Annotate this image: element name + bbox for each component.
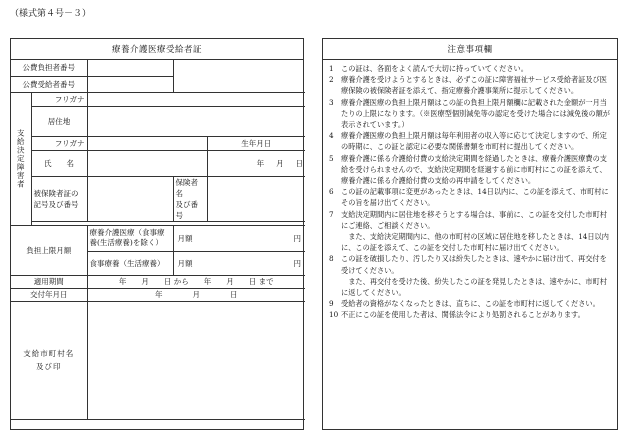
note-item	[329, 186, 611, 208]
note-continuation: また、支給決定期間内に、他の市町村の区域に居住地を移したときは、14日以内に、この証を添えて、この証を交付した市町村に届け出てください。	[341, 232, 609, 253]
note-number: 7	[329, 209, 334, 219]
limit-row2-label: 食事療養（生活療養）	[87, 251, 173, 275]
note-item	[329, 63, 611, 74]
insured-card-field[interactable]	[87, 176, 173, 221]
limit-row1-month-label: 月額	[177, 233, 193, 243]
note-text: 不正にこの証を使用した者は、関係法令により処罰されることがあります。	[341, 310, 585, 320]
issue-date-field[interactable]: 年 月 日	[87, 288, 305, 301]
note-number: 9	[329, 299, 334, 309]
form-number: （様式第４号－３）	[10, 9, 92, 19]
note-text: 受給者の資格がなくなったときは、直ちに、この証を市町村に返してください。	[341, 299, 600, 309]
note-number: 8	[329, 254, 334, 264]
limit-row2-month-label: 月額	[177, 258, 193, 268]
birthdate-field[interactable]	[207, 150, 305, 176]
furigana-label: フリガナ	[31, 92, 87, 106]
note-text: 療養介護を受けようとするときは、必ずこの証に障害福祉サービス受給者証及び医療保険の被保険者証を添えて、指定療養介護事業所に提示してください。	[341, 75, 607, 96]
notes-panel	[322, 38, 618, 430]
furigana2-field[interactable]	[87, 136, 207, 150]
notes-list	[323, 60, 617, 321]
note-item	[329, 298, 611, 309]
address-field[interactable]	[87, 106, 305, 136]
note-item	[329, 153, 611, 187]
certificate-panel	[10, 38, 304, 430]
birth-year-unit: 年	[256, 158, 265, 168]
note-text: 療養介護医療の負担上限月額はこの証の負担上限月額欄に記載された金額が一月当たりの上限になります。（※医療型個別減免等の認定を受けた場合には減免後の額が表示されています。）	[341, 97, 610, 130]
limit-row1-label: 療養介護医療（食事療養(生活療養)を除く）	[87, 225, 173, 251]
note-number: 10	[329, 310, 339, 320]
furigana-field[interactable]	[87, 92, 305, 106]
limit-row1-yen: 円	[293, 233, 301, 243]
limit-row2-yen: 円	[293, 258, 301, 268]
recipient-group-label: 支給決定障害者	[11, 92, 31, 225]
note-item	[329, 253, 611, 275]
municipality-field[interactable]	[87, 301, 305, 419]
note-continuation: また、再交付を受けた後、紛失したこの証を発見したときは、速やかに、市町村に返してください。	[341, 276, 607, 298]
note-number: 6	[329, 187, 334, 197]
note-text: この証を破損したり、汚したり又は紛失したときは、速やかに届け出て、再交付を受けてください。	[341, 254, 607, 275]
note-text: この証は、各面をよく読んで大切に持っていてください。	[341, 64, 528, 73]
limit-row1-field[interactable]	[173, 225, 305, 251]
notes-title: 注意事項欄	[323, 39, 617, 60]
public-payer-no-label: 公費負担者番号	[11, 60, 87, 76]
furigana2-label: フリガナ	[31, 136, 87, 150]
note-number: 3	[329, 97, 334, 107]
note-item	[329, 74, 611, 96]
note-item	[329, 209, 611, 231]
municipality-label: 支給市町村名 及び印	[11, 301, 87, 419]
birth-day-unit: 日	[295, 158, 303, 168]
note-text: 療養介護医療の負担上限月額は毎年利用者の収入等に応じて決定しますので、所定の時期に、この証と認定に必要な関係書類を市町村に提出してください。	[341, 131, 607, 152]
address-label: 居住地	[31, 106, 87, 136]
note-text: 療養介護に係る介護給付費の支給決定期間を経過したときは、療養介護医療費の支給を受けられませんので、支給決定期間を経過する前に市町村にこの証を添えて、療養介護に係る介護給付費の支給の再申請をしてください。	[341, 153, 607, 186]
note-item	[329, 130, 611, 152]
note-item	[329, 309, 611, 320]
insurer-label: 保険者名 及び番号	[173, 176, 207, 221]
insurer-field[interactable]	[207, 176, 305, 221]
limit-row2-field[interactable]	[173, 251, 305, 275]
birthdate-label: 生年月日	[207, 136, 305, 150]
issue-date-label: 交付年月日	[11, 288, 87, 301]
name-label: 氏 名	[31, 150, 87, 176]
birth-month-unit: 月	[276, 158, 284, 168]
note-number: 4	[329, 131, 334, 141]
note-number: 5	[329, 153, 334, 163]
note-item	[329, 97, 611, 131]
note-number: 2	[329, 75, 334, 85]
limit-label: 負担上限月額	[11, 225, 87, 275]
public-recipient-no-label: 公費受給者番号	[11, 76, 87, 92]
note-number: 1	[329, 64, 334, 73]
public-payer-no-field[interactable]	[87, 60, 173, 76]
public-recipient-no-field[interactable]	[87, 76, 173, 92]
name-field[interactable]	[87, 150, 207, 176]
insured-card-label: 被保険者証の 記号及び番号	[31, 176, 87, 221]
period-field[interactable]: 年 月 日 から 年 月 日 まで	[87, 275, 305, 288]
period-label: 適用期間	[11, 275, 87, 288]
note-text: この証の記載事項に変更があったときは、14日以内に、この証を添えて、市町村にその旨を届け出てください。	[341, 187, 609, 208]
certificate-table	[11, 60, 305, 420]
note-text: 支給決定期間内に居住地を移そうとする場合は、事前に、この証を交付した市町村にご連絡、ご相談ください。	[341, 209, 607, 230]
certificate-title: 療養介護医療受給者証	[11, 39, 303, 60]
